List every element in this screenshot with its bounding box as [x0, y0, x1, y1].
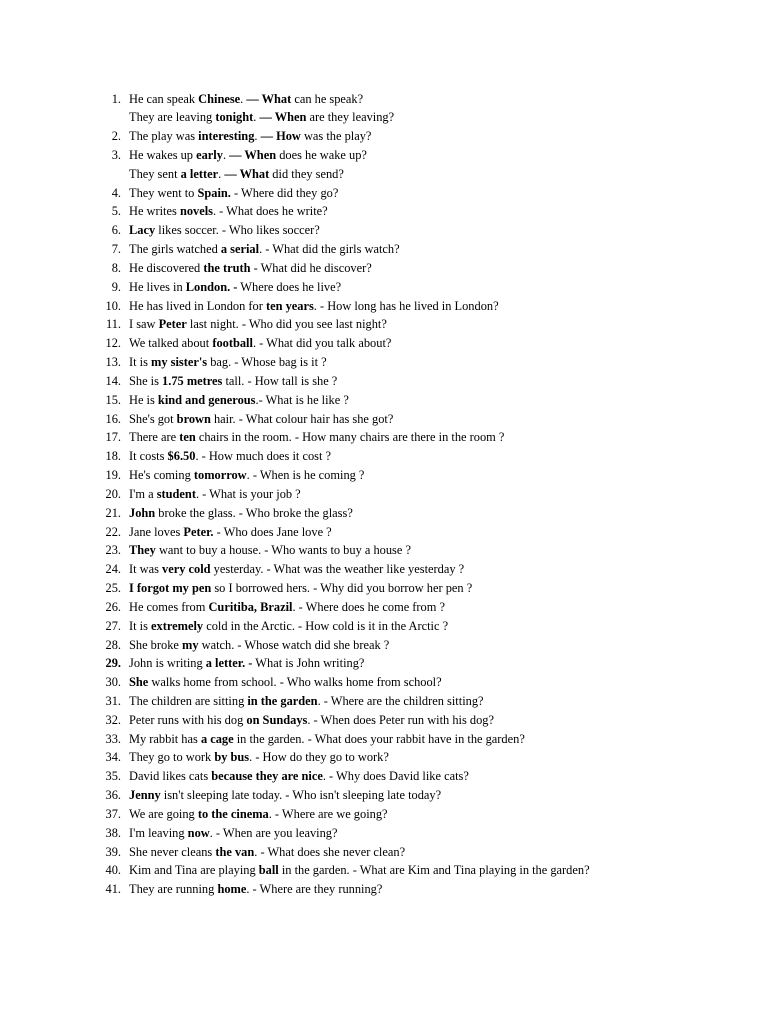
- sentence-text: I'm a: [129, 486, 157, 501]
- sentence-text: Peter runs with his dog: [129, 712, 247, 727]
- item-text: [129, 541, 411, 560]
- sentence-text: broke the glass. - Who broke the glass?: [155, 505, 353, 520]
- highlighted-answer: I forgot my pen: [129, 581, 212, 596]
- item-text: [129, 466, 364, 485]
- item-number: 31.: [105, 694, 121, 708]
- sentence-text: . - What is your job ?: [195, 486, 301, 501]
- item-text: [129, 748, 389, 767]
- sentence-text: . - When is he coming ?: [246, 468, 365, 483]
- item-text: [129, 259, 372, 278]
- item-number: 9.: [111, 279, 121, 294]
- item-text: [129, 861, 590, 880]
- item-text: [129, 447, 331, 466]
- sentence-text: .- What is he like ?: [255, 392, 349, 407]
- item-number: 6.: [111, 223, 121, 238]
- list-item: [0, 617, 768, 636]
- list-item: [0, 447, 768, 466]
- item-number: 23.: [105, 543, 121, 558]
- list-item: [0, 579, 768, 598]
- item-number: 20.: [105, 486, 121, 501]
- item-number: 11.: [105, 317, 121, 332]
- item-text: [129, 805, 388, 824]
- item-text: [129, 108, 394, 127]
- highlighted-answer: ball: [258, 863, 279, 878]
- highlighted-answer: very cold: [162, 562, 211, 577]
- item-number: 15.: [105, 392, 121, 407]
- sentence-text: walks home from school. - Who walks home from school?: [148, 675, 442, 690]
- item-text: [129, 334, 391, 353]
- sentence-text: My rabbit has: [129, 731, 201, 746]
- sentence-text: He wakes up: [129, 147, 197, 162]
- highlighted-answer: now: [187, 825, 210, 840]
- item-text: [129, 730, 525, 749]
- item-text: [129, 786, 441, 805]
- item-number: 2.: [111, 129, 121, 144]
- sentence-text: last night. - Who did you see last night?: [186, 317, 387, 332]
- list-item: [0, 466, 768, 485]
- item-text: [129, 636, 389, 655]
- sentence-text: isn't sleeping late today. - Who isn't sleeping late today?: [160, 788, 442, 803]
- list-item: [0, 353, 768, 372]
- highlighted-answer: tomorrow: [193, 468, 247, 483]
- list-item: [0, 692, 768, 711]
- sentence-text: . - What did you talk about?: [252, 336, 392, 351]
- highlighted-answer: my: [182, 637, 199, 652]
- list-item: [0, 297, 768, 316]
- highlighted-answer: Curitiba, Brazil: [208, 599, 293, 614]
- item-text: [129, 880, 382, 899]
- list-item: [0, 165, 768, 184]
- item-text: [129, 372, 337, 391]
- highlighted-answer: Lacy: [129, 223, 156, 238]
- highlighted-answer: kind and generous: [157, 392, 256, 407]
- sentence-text: yesterday. - What was the weather like yesterday ?: [210, 562, 465, 577]
- list-item: [0, 391, 768, 410]
- sentence-text: are they leaving?: [306, 110, 395, 125]
- highlighted-answer: a letter: [180, 166, 219, 181]
- item-text: [129, 485, 301, 504]
- sentence-text: Jane loves: [129, 524, 184, 539]
- highlighted-answer: 1.75 metres: [162, 373, 223, 388]
- item-text: [129, 90, 363, 109]
- sentence-text: We talked about: [129, 336, 213, 351]
- highlighted-answer: $6.50: [167, 449, 196, 464]
- item-number: 28.: [105, 637, 121, 652]
- sentence-text: They go to work: [129, 750, 215, 765]
- item-number: 35.: [105, 769, 121, 784]
- highlighted-answer: — What: [246, 91, 292, 106]
- highlighted-answer: — How: [260, 129, 301, 144]
- sentence-text: cold in the Arctic. - How cold is it in the Arctic ?: [203, 618, 449, 633]
- sentence-text: . - Where are they running?: [246, 882, 383, 897]
- item-text: [129, 315, 387, 334]
- list-item: [0, 730, 768, 749]
- sentence-text: David likes cats: [129, 769, 212, 784]
- sentence-text: He writes: [129, 204, 180, 219]
- item-text: [129, 767, 469, 786]
- highlighted-answer: early: [196, 147, 223, 162]
- list-item: [0, 636, 768, 655]
- list-item: [0, 861, 768, 880]
- sentence-text: They are leaving: [129, 110, 216, 125]
- sentence-text: He is: [129, 392, 158, 407]
- sentence-text: I'm leaving: [129, 825, 188, 840]
- list-item: [0, 767, 768, 786]
- sentence-text: want to buy a house. - Who wants to buy a house ?: [155, 543, 411, 558]
- sentence-text: He lives in: [129, 279, 186, 294]
- highlighted-answer: brown: [176, 411, 211, 426]
- sentence-text: They went to: [129, 185, 198, 200]
- sentence-text: .: [240, 91, 247, 106]
- sentence-text: He discovered: [129, 260, 204, 275]
- highlighted-answer: Chinese: [198, 91, 241, 106]
- list-item: [0, 428, 768, 447]
- list-item: [0, 184, 768, 203]
- list-item: [0, 334, 768, 353]
- item-number: 38.: [105, 825, 121, 840]
- sentence-text: The girls watched: [129, 242, 221, 257]
- list-item: [0, 240, 768, 259]
- highlighted-answer: extremely: [151, 618, 204, 633]
- item-number: 30.: [105, 675, 121, 690]
- sentence-text: watch. - Whose watch did she break ?: [198, 637, 390, 652]
- item-number: 12.: [105, 336, 121, 351]
- item-number: 32.: [105, 712, 121, 727]
- sentence-text: . - How long has he lived in London?: [313, 298, 499, 313]
- item-text: [129, 353, 327, 372]
- list-item: [0, 315, 768, 334]
- list-item: [0, 221, 768, 240]
- item-text: [129, 127, 371, 146]
- sentence-text: hair. - What colour hair has she got?: [210, 411, 394, 426]
- item-number: 27.: [105, 618, 121, 633]
- sentence-text: . - What did the girls watch?: [259, 242, 400, 257]
- item-number: 25.: [105, 581, 121, 596]
- sentence-text: . - When does Peter run with his dog?: [307, 712, 494, 727]
- list-item: [0, 560, 768, 579]
- item-number: 39.: [105, 844, 121, 859]
- sentence-text: . - What does he write?: [212, 204, 328, 219]
- highlighted-answer: — What: [224, 166, 270, 181]
- item-number: 4.: [111, 185, 121, 200]
- list-item: [0, 523, 768, 542]
- item-text: [129, 711, 494, 730]
- list-item: [0, 108, 768, 127]
- item-text: [129, 240, 400, 259]
- highlighted-answer: in the garden: [247, 694, 318, 708]
- item-text: [129, 504, 353, 523]
- sentence-text: She never cleans: [129, 844, 216, 859]
- sentence-text: It is: [129, 355, 152, 370]
- highlighted-answer: by bus: [214, 750, 250, 765]
- item-number: 13.: [105, 355, 121, 370]
- highlighted-answer: Peter.: [183, 524, 214, 539]
- sentence-text: in the garden. - What are Kim and Tina playing in the garden?: [278, 863, 590, 878]
- highlighted-answer: London. -: [185, 279, 238, 294]
- highlighted-answer: Spain.: [197, 185, 231, 200]
- item-text: [129, 598, 445, 617]
- sentence-text: likes soccer. - Who likes soccer?: [155, 223, 320, 238]
- item-text: [129, 428, 504, 447]
- sentence-text: tall. - How tall is she ?: [222, 373, 338, 388]
- sentence-text: . - How do they go to work?: [249, 750, 389, 765]
- list-item: [0, 805, 768, 824]
- highlighted-answer: tonight: [215, 110, 254, 125]
- question-list: [0, 90, 768, 900]
- item-number: 24.: [105, 562, 121, 577]
- sentence-text: The children are sitting: [129, 694, 248, 708]
- sentence-text: . - Where are we going?: [268, 806, 388, 821]
- list-item: [0, 824, 768, 843]
- item-text: [129, 617, 448, 636]
- highlighted-answer: a cage: [200, 731, 234, 746]
- item-number: 26.: [105, 599, 121, 614]
- sentence-text: - Where did they go?: [230, 185, 339, 200]
- item-text: [129, 654, 364, 673]
- item-number: 34.: [105, 750, 121, 765]
- sentence-text: .: [254, 129, 261, 144]
- sentence-text: I saw: [129, 317, 159, 332]
- sentence-text: She is: [129, 373, 163, 388]
- sentence-text: did they send?: [269, 166, 344, 181]
- sentence-text: bag. - Whose bag is it ?: [207, 355, 327, 370]
- sentence-text: .: [222, 147, 230, 162]
- list-item: [0, 880, 768, 899]
- sentence-text: It is: [129, 618, 152, 633]
- highlighted-answer: on Sundays: [246, 712, 308, 727]
- item-text: [129, 146, 367, 165]
- sentence-text: It costs: [129, 449, 168, 464]
- highlighted-answer: Jenny: [129, 788, 161, 803]
- item-number: 22.: [105, 524, 121, 539]
- item-number: 41.: [105, 882, 121, 897]
- highlighted-answer: — When: [229, 147, 277, 162]
- list-item: [0, 504, 768, 523]
- list-item: [0, 146, 768, 165]
- item-number: 21.: [105, 505, 121, 520]
- item-text: [129, 297, 499, 316]
- highlighted-answer: John: [129, 505, 156, 520]
- highlighted-answer: Peter: [158, 317, 187, 332]
- sentence-text: He has lived in London for: [129, 298, 266, 313]
- item-number: 17.: [105, 430, 121, 445]
- highlighted-answer: novels: [179, 204, 213, 219]
- highlighted-answer: because they are nice: [211, 769, 323, 784]
- item-number: 37.: [105, 806, 121, 821]
- highlighted-answer: the truth: [203, 260, 251, 275]
- sentence-text: .: [218, 166, 225, 181]
- list-item: [0, 711, 768, 730]
- item-number: 33.: [105, 731, 121, 746]
- highlighted-answer: — When: [259, 110, 307, 125]
- highlighted-answer: a letter. -: [205, 656, 253, 671]
- sentence-text: . - How much does it cost ?: [195, 449, 332, 464]
- list-item: [0, 259, 768, 278]
- list-item: [0, 748, 768, 767]
- list-item: [0, 127, 768, 146]
- list-item: [0, 598, 768, 617]
- item-text: [129, 673, 442, 692]
- highlighted-answer: She: [129, 675, 149, 690]
- list-item: [0, 654, 768, 673]
- item-number: 36.: [105, 788, 121, 803]
- highlighted-answer: home: [217, 882, 247, 897]
- item-text: [129, 184, 338, 203]
- sentence-text: He comes from: [129, 599, 209, 614]
- list-item: [0, 278, 768, 297]
- highlighted-answer: student: [156, 486, 196, 501]
- item-text: [129, 692, 484, 711]
- highlighted-answer: football: [212, 336, 253, 351]
- item-text: [129, 843, 405, 862]
- item-text: [129, 278, 341, 297]
- item-number: 29.: [105, 656, 121, 671]
- item-text: [129, 579, 472, 598]
- highlighted-answer: the van: [215, 844, 255, 859]
- sentence-text: so I borrowed hers. - Why did you borrow her pen ?: [211, 581, 473, 596]
- item-text: [129, 560, 464, 579]
- list-item: [0, 673, 768, 692]
- item-text: [129, 824, 337, 843]
- sentence-text: Kim and Tina are playing: [129, 863, 259, 878]
- sentence-text: We are going: [129, 806, 198, 821]
- sentence-text: . - Where does he come from ?: [292, 599, 445, 614]
- list-item: [0, 541, 768, 560]
- sentence-text: John is writing: [129, 656, 206, 671]
- sentence-text: . - When are you leaving?: [209, 825, 338, 840]
- list-item: [0, 90, 768, 109]
- sentence-text: .: [253, 110, 260, 125]
- highlighted-answer: my sister's: [151, 355, 208, 370]
- sentence-text: It was: [129, 562, 163, 577]
- sentence-text: was the play?: [300, 129, 372, 144]
- item-text: [129, 165, 344, 184]
- item-text: [129, 202, 328, 221]
- item-text: [129, 391, 349, 410]
- item-text: [129, 523, 332, 542]
- sentence-text: He can speak: [129, 91, 199, 106]
- item-number: 1.: [111, 91, 121, 106]
- highlighted-answer: They: [129, 543, 156, 558]
- sentence-text: can he speak?: [291, 91, 364, 106]
- highlighted-answer: ten years: [265, 298, 314, 313]
- sentence-text: - Who does Jane love ?: [213, 524, 332, 539]
- sentence-text: The play was: [129, 129, 199, 144]
- list-item: [0, 485, 768, 504]
- highlighted-answer: to the cinema: [197, 806, 269, 821]
- list-item: [0, 843, 768, 862]
- item-number: 8.: [111, 260, 121, 275]
- sentence-text: What is John writing?: [252, 656, 365, 671]
- highlighted-answer: ten: [179, 430, 196, 445]
- sentence-text: . - Why does David like cats?: [322, 769, 469, 784]
- sentence-text: - What did he discover?: [250, 260, 372, 275]
- sentence-text: . - What does she never clean?: [254, 844, 406, 859]
- sentence-text: Where does he live?: [237, 279, 342, 294]
- item-number: 3.: [111, 147, 121, 162]
- item-number: 16.: [105, 411, 121, 426]
- item-number: 10.: [105, 298, 121, 313]
- item-number: 19.: [105, 468, 121, 483]
- sentence-text: She's got: [129, 411, 177, 426]
- highlighted-answer: a serial: [220, 242, 260, 257]
- item-number: 14.: [105, 373, 121, 388]
- list-item: [0, 202, 768, 221]
- sentence-text: They sent: [129, 166, 181, 181]
- list-item: [0, 410, 768, 429]
- highlighted-answer: interesting: [198, 129, 255, 144]
- item-text: [129, 410, 393, 429]
- item-number: 40.: [105, 863, 121, 878]
- sentence-text: in the garden. - What does your rabbit have in the garden?: [233, 731, 525, 746]
- sentence-text: does he wake up?: [276, 147, 367, 162]
- sentence-text: They are running: [129, 882, 218, 897]
- sentence-text: She broke: [129, 637, 182, 652]
- sentence-text: He's coming: [129, 468, 194, 483]
- item-text: [129, 221, 320, 240]
- sentence-text: chairs in the room. - How many chairs are there in the room ?: [195, 430, 505, 445]
- list-item: [0, 372, 768, 391]
- item-number: 5.: [111, 204, 121, 219]
- sentence-text: . - Where are the children sitting?: [317, 694, 484, 708]
- sentence-text: There are: [129, 430, 180, 445]
- item-number: 18.: [105, 449, 121, 464]
- list-item: [0, 786, 768, 805]
- item-number: 7.: [111, 242, 121, 257]
